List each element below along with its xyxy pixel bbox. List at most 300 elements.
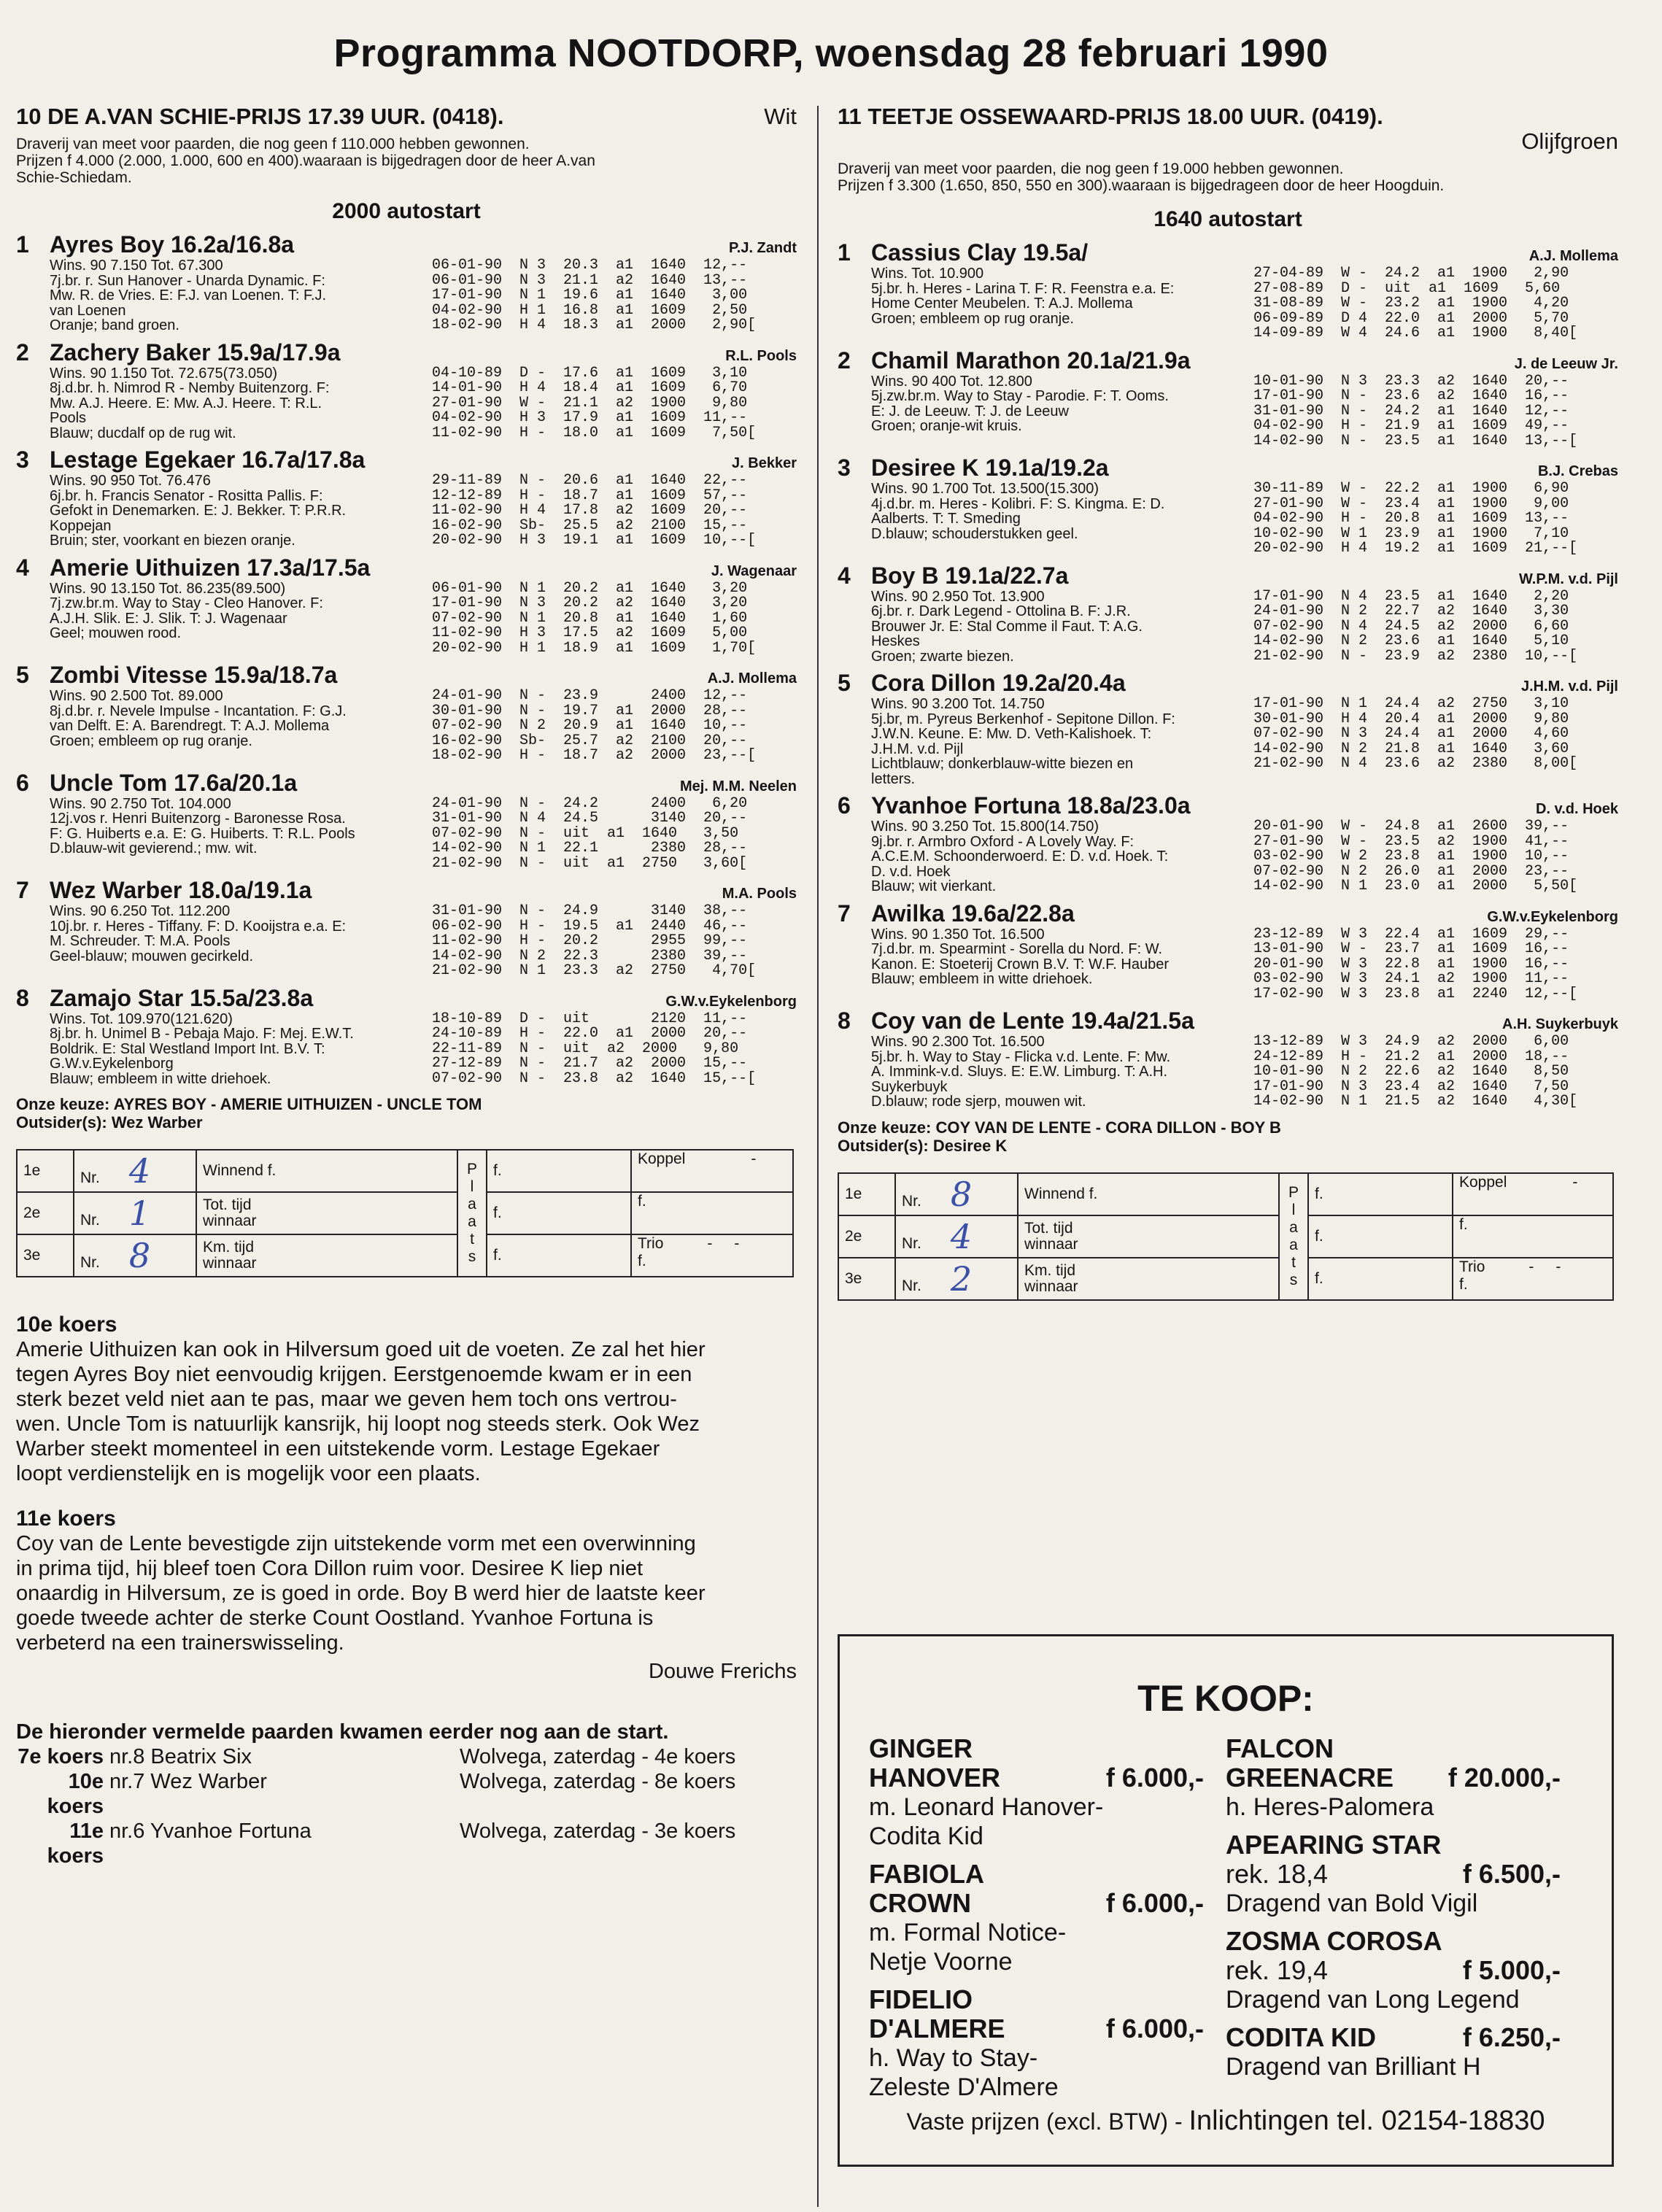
sale-horse-name: CROWN [869, 1888, 971, 1918]
horse-info [16, 1012, 432, 1087]
horse-form [1253, 1035, 1618, 1110]
horse-name: Uncle Tom 17.6a/20.1a [50, 769, 298, 796]
commentary-line: Coy van de Lente bevestigde zijn uitstekende vorm met een overwinning [16, 1532, 696, 1555]
horse-info [838, 266, 1253, 341]
footer-prices: Vaste prijzen (excl. BTW) - [906, 2108, 1189, 2135]
horse-body [16, 1012, 797, 1087]
form-line: 03-02-90 W 3 24.1 a2 1900 11,-- [1253, 970, 1569, 987]
plaats-amount: f. [487, 1234, 631, 1277]
form-line: 24-01-90 N - 23.9 2400 12,-- [432, 687, 748, 704]
horse-info [16, 258, 432, 333]
horse-form [432, 904, 797, 979]
commentary-line: Warber steekt momenteel in een uitstekende vorm. Lestage Egekaer [16, 1437, 660, 1461]
horse-trainer: R.L. Pools [725, 347, 797, 364]
horse-body [16, 904, 797, 979]
sale-pedigree: Dragend van Bold Vigil [1226, 1890, 1478, 1917]
plaats-letter: a [1289, 1218, 1298, 1236]
horse-trainer: W.P.M. v.d. Pijl [1519, 571, 1618, 587]
form-line: 21-02-90 N - uit a1 2750 3,60[ [432, 854, 748, 872]
form-line: 06-09-89 D 4 22.0 a1 2000 5,70 [1253, 309, 1569, 327]
horse-name: Chamil Marathon 20.1a/21.9a [871, 347, 1191, 374]
horse-body [838, 374, 1618, 449]
info-line: 6j.br. r. Dark Legend - Ottolina B. F: J.R. [871, 604, 1131, 619]
handwritten-number: 4 [128, 1151, 151, 1191]
horse-info [838, 482, 1253, 557]
info-line: 10j.br. r. Heres - Tiffany. F: D. Kooijstra e.a. E: [50, 919, 347, 934]
form-line: 27-01-90 W - 23.5 a2 1900 41,-- [1253, 832, 1569, 850]
form-line: 13-12-89 W 3 24.9 a2 2000 6,00 [1253, 1033, 1569, 1050]
horse-header [16, 231, 797, 258]
horse-form [432, 581, 797, 657]
form-line: 24-12-89 H - 21.2 a1 2000 18,-- [1253, 1048, 1569, 1065]
nr-label: Nr. [902, 1277, 921, 1294]
horse-trainer: P.J. Zandt [729, 240, 797, 256]
form-line: 21-02-90 N 4 23.6 a2 2380 8,00[ [1253, 755, 1578, 772]
dash: - [1555, 1258, 1561, 1275]
info-line: Oranje; band groen. [50, 318, 179, 333]
race-10-color: Wit [764, 104, 797, 129]
bet-cell [1453, 1258, 1613, 1300]
horse-body [838, 482, 1618, 557]
horse-number: 1 [16, 231, 29, 258]
horse-name: Amerie Uithuizen 17.3a/17.5a [50, 554, 371, 581]
info-line: Blauw; embleem in witte driehoek. [871, 972, 1093, 987]
horse-name: Coy van de Lente 19.4a/21.5a [871, 1008, 1194, 1034]
plaats-letter: s [468, 1248, 476, 1265]
time-label [196, 1150, 457, 1192]
info-line: Blauw; ducdalf op de rug wit. [50, 425, 236, 441]
form-line: 06-01-90 N 3 21.1 a2 1640 13,-- [432, 271, 748, 289]
horse-header [838, 455, 1618, 482]
handwritten-number: 2 [950, 1258, 973, 1299]
trio-label [1459, 1258, 1607, 1276]
horse-header [16, 985, 797, 1012]
sale-horse-name: GINGER [869, 1733, 973, 1763]
grid-row [838, 1215, 1613, 1258]
trio-label [638, 1235, 786, 1253]
commentary-line: goede tweede achter de sterke Count Oostland. Yvanhoe Fortuna is [16, 1606, 654, 1630]
plaats-letter: l [470, 1178, 474, 1195]
koppel-label [638, 1151, 786, 1168]
plaats-letter: a [1289, 1236, 1298, 1253]
form-line: 10-02-90 W 1 23.9 a1 1900 7,10 [1253, 525, 1569, 542]
plaats-vertical [1279, 1173, 1308, 1300]
horse-trainer: G.W.v.Eykelenborg [665, 993, 797, 1010]
sale-price: f 20.000,- [1448, 1763, 1561, 1793]
info-line: 8j.d.br. h. Nimrod R - Nemby Buitenzorg. F: [50, 381, 330, 396]
info-line: Groen; embleem op rug oranje. [871, 311, 1074, 326]
horse-name: Zombi Vitesse 15.9a/18.7a [50, 662, 338, 688]
info-line: Bruin; ster, voorkant en biezen oranje. [50, 533, 295, 549]
race-10-start: 2000 autostart [332, 199, 481, 223]
sale-record: rek. 18,4 [1226, 1859, 1329, 1889]
info-line: Suykerbuyk [871, 1079, 948, 1094]
for-sale-footer [840, 2105, 1612, 2137]
horse-number: 3 [16, 446, 29, 473]
horse-info [838, 589, 1253, 665]
sale-pedigree: h. Way to Stay- [869, 2044, 1038, 2072]
form-line: 27-04-89 W - 24.2 a1 1900 2,90 [1253, 265, 1569, 282]
horse-trainer: B.J. Crebas [1537, 463, 1618, 479]
horse-trainer: J. Wagenaar [711, 562, 797, 579]
form-line: 27-08-89 D - uit a1 1609 5,60 [1253, 279, 1561, 297]
info-line: Wins. 90 2.750 Tot. 104.000 [50, 796, 231, 811]
dash: - [1572, 1173, 1578, 1191]
sale-record: rek. 19,4 [1226, 1955, 1329, 1985]
condition-line: Draverij van meet voor paarden, die nog geen f 110.000 hebben gewonnen. [16, 136, 530, 152]
trio-text: Trio [638, 1235, 664, 1252]
info-line: E: J. de Leeuw. T: J. de Leeuw [871, 403, 1069, 419]
form-line: 30-01-90 H 4 20.4 a1 2000 9,80 [1253, 710, 1569, 727]
form-line: 17-01-90 N 1 24.4 a2 2750 3,10 [1253, 695, 1569, 712]
bet-cell [631, 1234, 793, 1277]
horse-entry [16, 877, 797, 979]
number-cell [74, 1150, 196, 1192]
earlier-race: 11e koers [47, 1820, 104, 1868]
race-11-pick [838, 1118, 1618, 1155]
form-line: 17-01-90 N 3 23.4 a2 1640 7,50 [1253, 1078, 1569, 1095]
form-line: 06-01-90 N 1 20.2 a1 1640 3,20 [432, 579, 748, 597]
plaats-letter: P [466, 1161, 477, 1177]
form-line: 04-10-89 D - 17.6 a1 1609 3,10 [432, 364, 748, 382]
horse-form [1253, 266, 1618, 341]
horse-info [838, 1035, 1253, 1110]
form-line: 17-01-90 N 3 20.2 a2 1640 3,20 [432, 595, 748, 611]
form-line: 24-01-90 N 2 22.7 a2 1640 3,30 [1253, 603, 1569, 619]
info-line: Wins. 90 950 Tot. 76.476 [50, 473, 211, 489]
info-line: Pools [50, 411, 87, 426]
form-line: 27-12-89 N - 21.7 a2 2000 15,-- [432, 1055, 748, 1072]
info-line: 5j.br. h. Heres - Larina T. F: R. Feenstra e.a. E: [871, 281, 1175, 296]
info-line: 5j.br. h. Way to Stay - Flicka v.d. Lente. F: Mw. [871, 1049, 1171, 1064]
horse-body [16, 366, 797, 441]
horse-body [16, 473, 797, 549]
horse-info [16, 689, 432, 764]
form-line: 14-02-90 N 1 22.1 2380 28,-- [432, 840, 748, 856]
form-line: 14-09-89 W 4 24.6 a1 1900 8,40[ [1253, 325, 1578, 341]
sale-price: f 6.000,- [1105, 1888, 1204, 1918]
info-line: A.C.E.M. Schoonderwoerd. E: D. v.d. Hoek. T: [871, 849, 1169, 865]
grid-row [838, 1258, 1613, 1300]
nr-label: Nr. [902, 1192, 921, 1210]
horse-info [16, 904, 432, 979]
sale-horse-name: ZOSMA COROSA [1226, 1926, 1442, 1956]
time-label [1018, 1215, 1279, 1258]
form-line: 14-02-90 N 2 21.8 a1 1640 3,60 [1253, 740, 1569, 757]
info-line: 6j.br. h. Francis Senator - Rositta Pallis. F: [50, 488, 323, 503]
form-line: 20-02-90 H 4 19.2 a1 1609 21,--[ [1253, 540, 1578, 557]
number-cell [74, 1234, 196, 1277]
horse-body [838, 266, 1618, 341]
sale-pedigree: Codita Kid [869, 1822, 983, 1850]
info-line: Wins. 90 400 Tot. 12.800 [871, 374, 1032, 389]
trio-amount: f. [1459, 1275, 1468, 1293]
horse-info [16, 581, 432, 657]
earlier-row [16, 1744, 797, 1769]
horse-header [838, 792, 1618, 819]
horse-info [838, 697, 1253, 786]
horse-entry [838, 900, 1618, 1002]
dash: - [1528, 1258, 1534, 1275]
horse-info [838, 819, 1253, 894]
info-line: A.J.H. Slik. E: J. Slik. T: J. Wagenaar [50, 611, 287, 626]
horse-form [1253, 819, 1618, 894]
plaats-letter: s [1289, 1271, 1298, 1288]
horse-name: Boy B 19.1a/22.7a [871, 562, 1069, 589]
horse-number: 2 [16, 339, 29, 366]
info-line: van Loenen [50, 303, 126, 318]
horse-body [838, 819, 1618, 894]
koppel-text: Koppel [1459, 1173, 1507, 1191]
sale-horse-row [869, 2014, 1226, 2043]
horse-header [838, 347, 1618, 374]
form-line: 11-02-90 H - 18.0 a1 1609 7,50[ [432, 424, 757, 441]
commentary-heading: 10e koers [16, 1312, 117, 1337]
horse-trainer: J. de Leeuw Jr. [1514, 355, 1618, 372]
info-line: Brouwer Jr. E: Stal Comme il Faut. T: A.G. [871, 619, 1143, 634]
grid-row [17, 1192, 793, 1234]
sale-horse [1226, 2023, 1582, 2081]
sale-horse-name: FABIOLA [869, 1859, 984, 1889]
race-10-commentary [16, 1312, 797, 1486]
horse-body [838, 589, 1618, 665]
form-line: 31-08-89 W - 23.2 a1 1900 4,20 [1253, 295, 1569, 312]
form-line: 31-01-90 N 4 24.5 3140 20,-- [432, 810, 748, 827]
horse-name: Ayres Boy 16.2a/16.8a [50, 231, 295, 258]
info-line: Geel; mouwen rood. [50, 626, 182, 641]
plaats-amount: f. [1308, 1173, 1453, 1215]
info-line: Geel-blauw; mouwen gecirkeld. [50, 948, 254, 964]
form-line: 20-01-90 W 3 22.8 a1 1900 16,-- [1253, 955, 1569, 972]
commentary-line: wen. Uncle Tom is natuurlijk kansrijk, hij loopt nog steeds sterk. Ook Wez [16, 1412, 700, 1436]
plaats-letter: P [1288, 1183, 1299, 1201]
earlier-starts [16, 1720, 797, 1868]
horse-number: 5 [16, 662, 29, 688]
horse-number: 7 [838, 900, 851, 927]
info-line: 7j.br. r. Sun Hanover - Unarda Dynamic. F: [50, 273, 325, 288]
info-line: Wins. 90 3.250 Tot. 15.800(14.750) [871, 819, 1099, 835]
sale-pedigree: m. Formal Notice- [869, 1919, 1067, 1946]
earlier-horse: nr.7 Wez Warber [109, 1770, 267, 1793]
form-line: 22-11-89 N - uit a2 2000 9,80 [432, 1040, 739, 1057]
form-line: 11-02-90 H - 20.2 2955 99,-- [432, 932, 748, 949]
horse-entry [16, 985, 797, 1087]
race-10-conditions [16, 136, 797, 186]
pick-label: Onze keuze: [838, 1118, 932, 1137]
race-10-horse-list [16, 231, 797, 1086]
info-line: D.blauw; schouderstukken geel. [871, 526, 1078, 541]
form-line: 31-01-90 N - 24.9 3140 38,-- [432, 902, 748, 919]
horse-number: 3 [838, 455, 851, 481]
info-line: Aalberts. T: T. Smeding [871, 511, 1021, 527]
for-sale-box [838, 1634, 1614, 2167]
pick-value: AYRES BOY - AMERIE UITHUIZEN - UNCLE TOM [113, 1095, 482, 1113]
place-label: 3e [17, 1234, 74, 1277]
commentary-line: Amerie Uithuizen kan ook in Hilversum goed uit de voeten. Ze zal het hier [16, 1338, 706, 1361]
race-11-color: Olijfgroen [1521, 128, 1618, 154]
commentary-heading: 11e koers [16, 1507, 116, 1531]
form-line: 20-01-90 W - 24.8 a1 2600 39,-- [1253, 818, 1569, 835]
horse-header [838, 670, 1618, 697]
horse-number: 4 [838, 562, 851, 589]
sale-horse [869, 1734, 1226, 1851]
place-label: 2e [838, 1215, 895, 1258]
nr-label: Nr. [80, 1212, 100, 1229]
form-line: 29-11-89 N - 20.6 a1 1640 22,-- [432, 472, 748, 489]
info-line: 12j.vos r. Henri Buitenzorg - Baronesse Rosa. [50, 811, 346, 827]
form-line: 07-02-90 N - 23.8 a2 1640 15,--[ [432, 1070, 757, 1087]
info-line: Blauw; embleem in witte driehoek. [50, 1071, 271, 1086]
horse-info [838, 927, 1253, 1002]
form-line: 18-02-90 H 4 18.3 a1 2000 2,90[ [432, 317, 757, 333]
time-label [1018, 1258, 1279, 1300]
trio-text: Trio [1459, 1258, 1485, 1275]
sale-pedigree: Dragend van Brilliant H [1226, 2053, 1481, 2081]
earlier-where: Wolvega, zaterdag - 3e koers [460, 1820, 736, 1843]
sale-horse-row [1226, 1763, 1582, 1793]
plaats-letter: t [470, 1231, 474, 1248]
condition-line: Prijzen f 4.000 (2.000, 1.000, 600 en 400).waaraan is bijgedragen door de heer A.van [16, 152, 595, 169]
koppel-amount: f. [1459, 1215, 1468, 1233]
commentary-text [16, 1337, 797, 1486]
horse-name: Yvanhoe Fortuna 18.8a/23.0a [871, 792, 1191, 819]
form-line: 11-02-90 H 4 17.8 a2 1609 20,-- [432, 502, 748, 519]
info-line: 8j.br. h. Unimel B - Pebaja Majo. F: Mej. E.W.T. [50, 1026, 354, 1042]
time-label [196, 1192, 457, 1234]
form-line: 04-02-90 H - 21.9 a1 1609 49,-- [1253, 417, 1569, 434]
horse-form [432, 258, 797, 333]
info-line: Groen; oranje-wit kruis. [871, 419, 1022, 434]
form-line: 27-01-90 W - 23.4 a1 1900 9,00 [1253, 495, 1569, 512]
nr-label: Nr. [80, 1169, 100, 1186]
plaats-letter: a [468, 1196, 476, 1213]
horse-entry [838, 455, 1618, 557]
horse-entry [16, 554, 797, 657]
horse-form [1253, 927, 1618, 1002]
race-10-pick [16, 1095, 797, 1132]
horse-form [1253, 697, 1618, 786]
info-line: van Delft. E: A. Barendregt. T: A.J. Mollema [50, 719, 330, 734]
horse-entry [838, 562, 1618, 665]
column-divider [817, 106, 819, 2207]
outsider-label: Outsider(s): [16, 1113, 107, 1132]
horse-trainer: D. v.d. Hoek [1536, 801, 1618, 817]
for-sale-left-column [869, 1734, 1226, 2111]
footer-phone: Inlichtingen tel. 02154-18830 [1188, 2105, 1545, 2136]
horse-trainer: A.H. Suykerbuyk [1502, 1016, 1618, 1032]
race-10-heading [16, 104, 797, 130]
bet-cell [631, 1192, 793, 1234]
time-label-line: winnaar [203, 1255, 257, 1272]
form-line: 17-02-90 W 3 23.8 a1 2240 12,--[ [1253, 985, 1578, 1002]
horse-entry [838, 239, 1618, 341]
horse-form [432, 1012, 797, 1087]
place-label: 1e [17, 1150, 74, 1192]
horse-form [432, 794, 797, 872]
race-11-commentary [16, 1507, 797, 1684]
commentary-line: sterk bezet veld niet aan te pas, maar we geven hem toch ons vertrou- [16, 1388, 677, 1411]
horse-entry [16, 231, 797, 333]
horse-body [16, 689, 797, 764]
sale-horse-name: HANOVER [869, 1763, 1001, 1793]
bet-cell [631, 1150, 793, 1192]
horse-number: 2 [838, 347, 851, 374]
info-line: Blauw; wit vierkant. [871, 879, 997, 894]
horse-entry [16, 662, 797, 764]
sale-pedigree: Dragend van Long Legend [1226, 1986, 1520, 2014]
sale-price: f 6.500,- [1462, 1859, 1561, 1889]
info-line: Wins. 90 2.950 Tot. 13.900 [871, 589, 1045, 604]
info-line: Groen; embleem op rug oranje. [50, 733, 252, 749]
form-line: 07-02-90 N 1 20.8 a1 1640 1,60 [432, 609, 748, 627]
nr-label: Nr. [80, 1254, 100, 1271]
commentary-line: loopt verdienstelijk en is mogelijk voor een plaats. [16, 1462, 481, 1485]
info-line: 5j.br, m. Pyreus Berkenhof - Sepitone Dillon. F: [871, 711, 1175, 727]
horse-body [838, 927, 1618, 1002]
sale-pedigree: Netje Voorne [869, 1948, 1013, 1976]
horse-number: 5 [838, 670, 851, 696]
horse-trainer: J.H.M. v.d. Pijl [1521, 678, 1618, 695]
dash: - [707, 1235, 713, 1252]
number-cell [895, 1258, 1018, 1300]
dash: - [751, 1151, 757, 1167]
author: Douwe Frerichs [648, 1660, 797, 1683]
info-line: Gefokt in Denemarken. E: J. Bekker. T: P.R.R. [50, 503, 347, 519]
horse-entry [838, 1008, 1618, 1110]
plaats-amount: f. [1308, 1215, 1453, 1258]
horse-form [1253, 589, 1618, 665]
form-line: 07-02-90 N 2 26.0 a1 2000 23,-- [1253, 862, 1569, 880]
form-line: 17-01-90 N 1 19.6 a1 1640 3,00 [432, 287, 748, 303]
horse-info [16, 366, 432, 441]
sale-horse-name: APEARING STAR [1226, 1830, 1442, 1860]
horse-trainer: G.W.v.Eykelenborg [1487, 908, 1618, 925]
horse-body [16, 794, 797, 872]
form-line: 18-10-89 D - uit 2120 11,-- [432, 1010, 748, 1027]
form-line: 14-02-90 N 1 21.5 a2 1640 4,30[ [1253, 1093, 1578, 1110]
earlier-list [16, 1744, 797, 1868]
dash: - [734, 1235, 740, 1252]
race-11-heading [838, 104, 1618, 130]
koppel-text: Koppel [638, 1151, 686, 1167]
handwritten-number: 8 [128, 1236, 151, 1275]
sale-horse [1226, 1927, 1582, 2014]
form-line: 14-02-90 N 2 22.3 2380 39,-- [432, 947, 748, 964]
sale-horse-name: FIDELIO [869, 1984, 973, 2014]
info-line: A. Immink-v.d. Sluys. E: E.W. Limburg. T: A.H. [871, 1064, 1168, 1080]
horse-form [1253, 482, 1618, 557]
info-line: Wins. Tot. 10.900 [871, 266, 984, 282]
form-line: 12-12-89 H - 18.7 a1 1609 57,-- [432, 487, 748, 504]
sale-horse [1226, 1830, 1582, 1918]
info-line: 9j.br. r. Armbro Oxford - A Lovely Way. F: [871, 834, 1135, 849]
race-10-column [16, 104, 797, 1868]
horse-trainer: A.J. Mollema [1528, 248, 1618, 264]
plaats-amount: f. [487, 1150, 631, 1192]
earlier-heading: De hieronder vermelde paarden kwamen eerder nog aan de start. [16, 1720, 669, 1744]
horse-info [16, 473, 432, 549]
form-line: 04-02-90 H 3 17.9 a1 1609 11,-- [432, 409, 748, 426]
form-line: 03-02-90 W 2 23.8 a1 1900 10,-- [1253, 848, 1569, 865]
sale-price: f 6.000,- [1105, 2014, 1204, 2043]
handwritten-number: 8 [950, 1174, 973, 1214]
horse-number: 6 [16, 769, 29, 796]
horse-header [838, 1008, 1618, 1035]
form-line: 07-02-90 N 3 24.4 a1 2000 4,60 [1253, 725, 1569, 742]
horse-form [1253, 374, 1618, 449]
outsider-value: Wez Warber [111, 1113, 203, 1132]
number-cell [895, 1173, 1018, 1215]
